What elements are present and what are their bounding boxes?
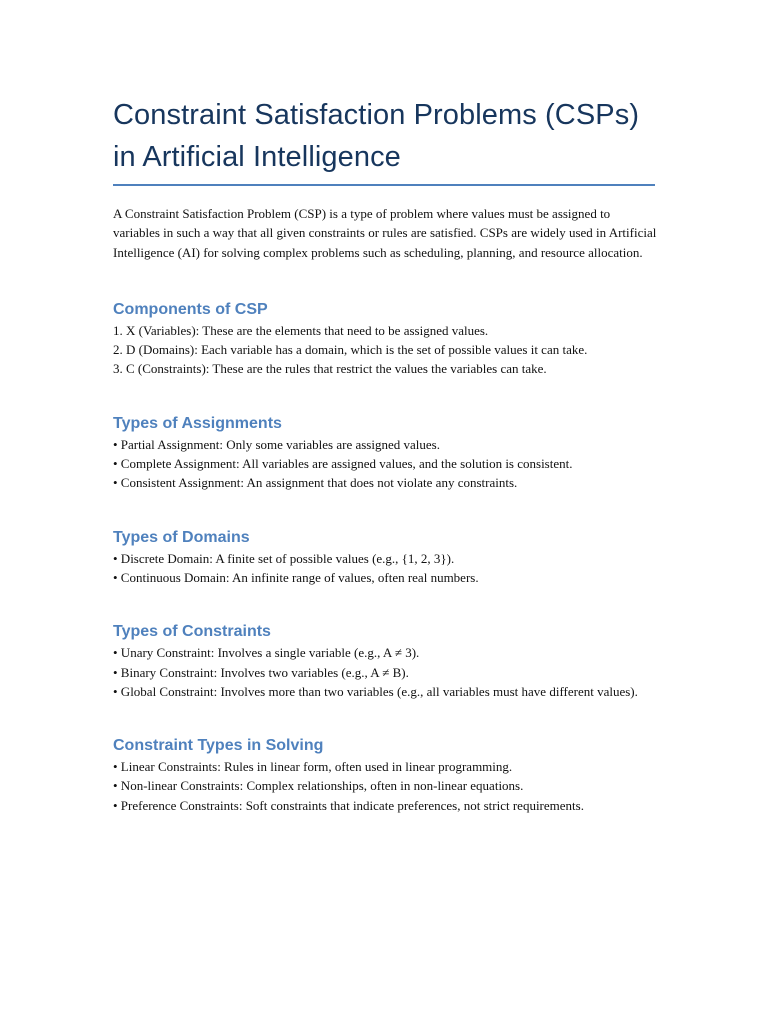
- list-item: • Discrete Domain: A finite set of possible values (e.g., {1, 2, 3}).: [113, 550, 455, 566]
- section-list: [113, 643, 658, 701]
- section-list: [113, 757, 658, 815]
- section-components: [113, 299, 658, 379]
- list-item: • Global Constraint: Involves more than two variables (e.g., all variables must have different values).: [113, 683, 638, 699]
- list-item: • Binary Constraint: Involves two variables (e.g., A ≠ B).: [113, 664, 409, 680]
- list-item: • Consistent Assignment: An assignment that does not violate any constraints.: [113, 475, 518, 491]
- section-heading: Types of Domains: [113, 528, 250, 546]
- section-heading: Types of Assignments: [113, 414, 282, 432]
- title-underline: [113, 184, 655, 186]
- section-constraints: [113, 621, 658, 701]
- section-solving: [113, 735, 658, 815]
- list-item: 1. X (Variables): These are the elements that need to be assigned values.: [113, 322, 489, 338]
- list-item: • Non-linear Constraints: Complex relationships, often in non-linear equations.: [113, 778, 524, 794]
- list-item: • Continuous Domain: An infinite range of values, often real numbers.: [113, 569, 479, 585]
- document-page: [113, 94, 658, 815]
- section-heading: Constraint Types in Solving: [113, 737, 324, 755]
- list-item: • Linear Constraints: Rules in linear form, often used in linear programming.: [113, 759, 513, 775]
- section-heading: Components of CSP: [113, 300, 268, 318]
- section-list: [113, 549, 658, 588]
- list-item: 2. D (Domains): Each variable has a domain, which is the set of possible values it can take.: [113, 342, 588, 358]
- document-title: Constraint Satisfaction Problems (CSPs) in Artificial Intelligence: [113, 99, 640, 173]
- intro-paragraph: A Constraint Satisfaction Problem (CSP) is a type of problem where values must be assigned to variables in such a way that all given constraints or rules are satisfied. CSPs are widely used in Artificial Intelligence (AI) for solving complex problems such as scheduling, planning, and resource allocation.: [113, 206, 657, 260]
- list-item: • Unary Constraint: Involves a single variable (e.g., A ≠ 3).: [113, 645, 420, 661]
- section-assignments: [113, 413, 658, 493]
- section-list: [113, 321, 658, 379]
- list-item: • Preference Constraints: Soft constraints that indicate preferences, not strict requirements.: [113, 797, 584, 813]
- section-list: [113, 435, 658, 493]
- section-domains: [113, 527, 658, 588]
- section-heading: Types of Constraints: [113, 623, 271, 641]
- list-item: • Partial Assignment: Only some variables are assigned values.: [113, 436, 440, 452]
- list-item: 3. C (Constraints): These are the rules that restrict the values the variables can take.: [113, 361, 547, 377]
- list-item: • Complete Assignment: All variables are assigned values, and the solution is consistent.: [113, 456, 573, 472]
